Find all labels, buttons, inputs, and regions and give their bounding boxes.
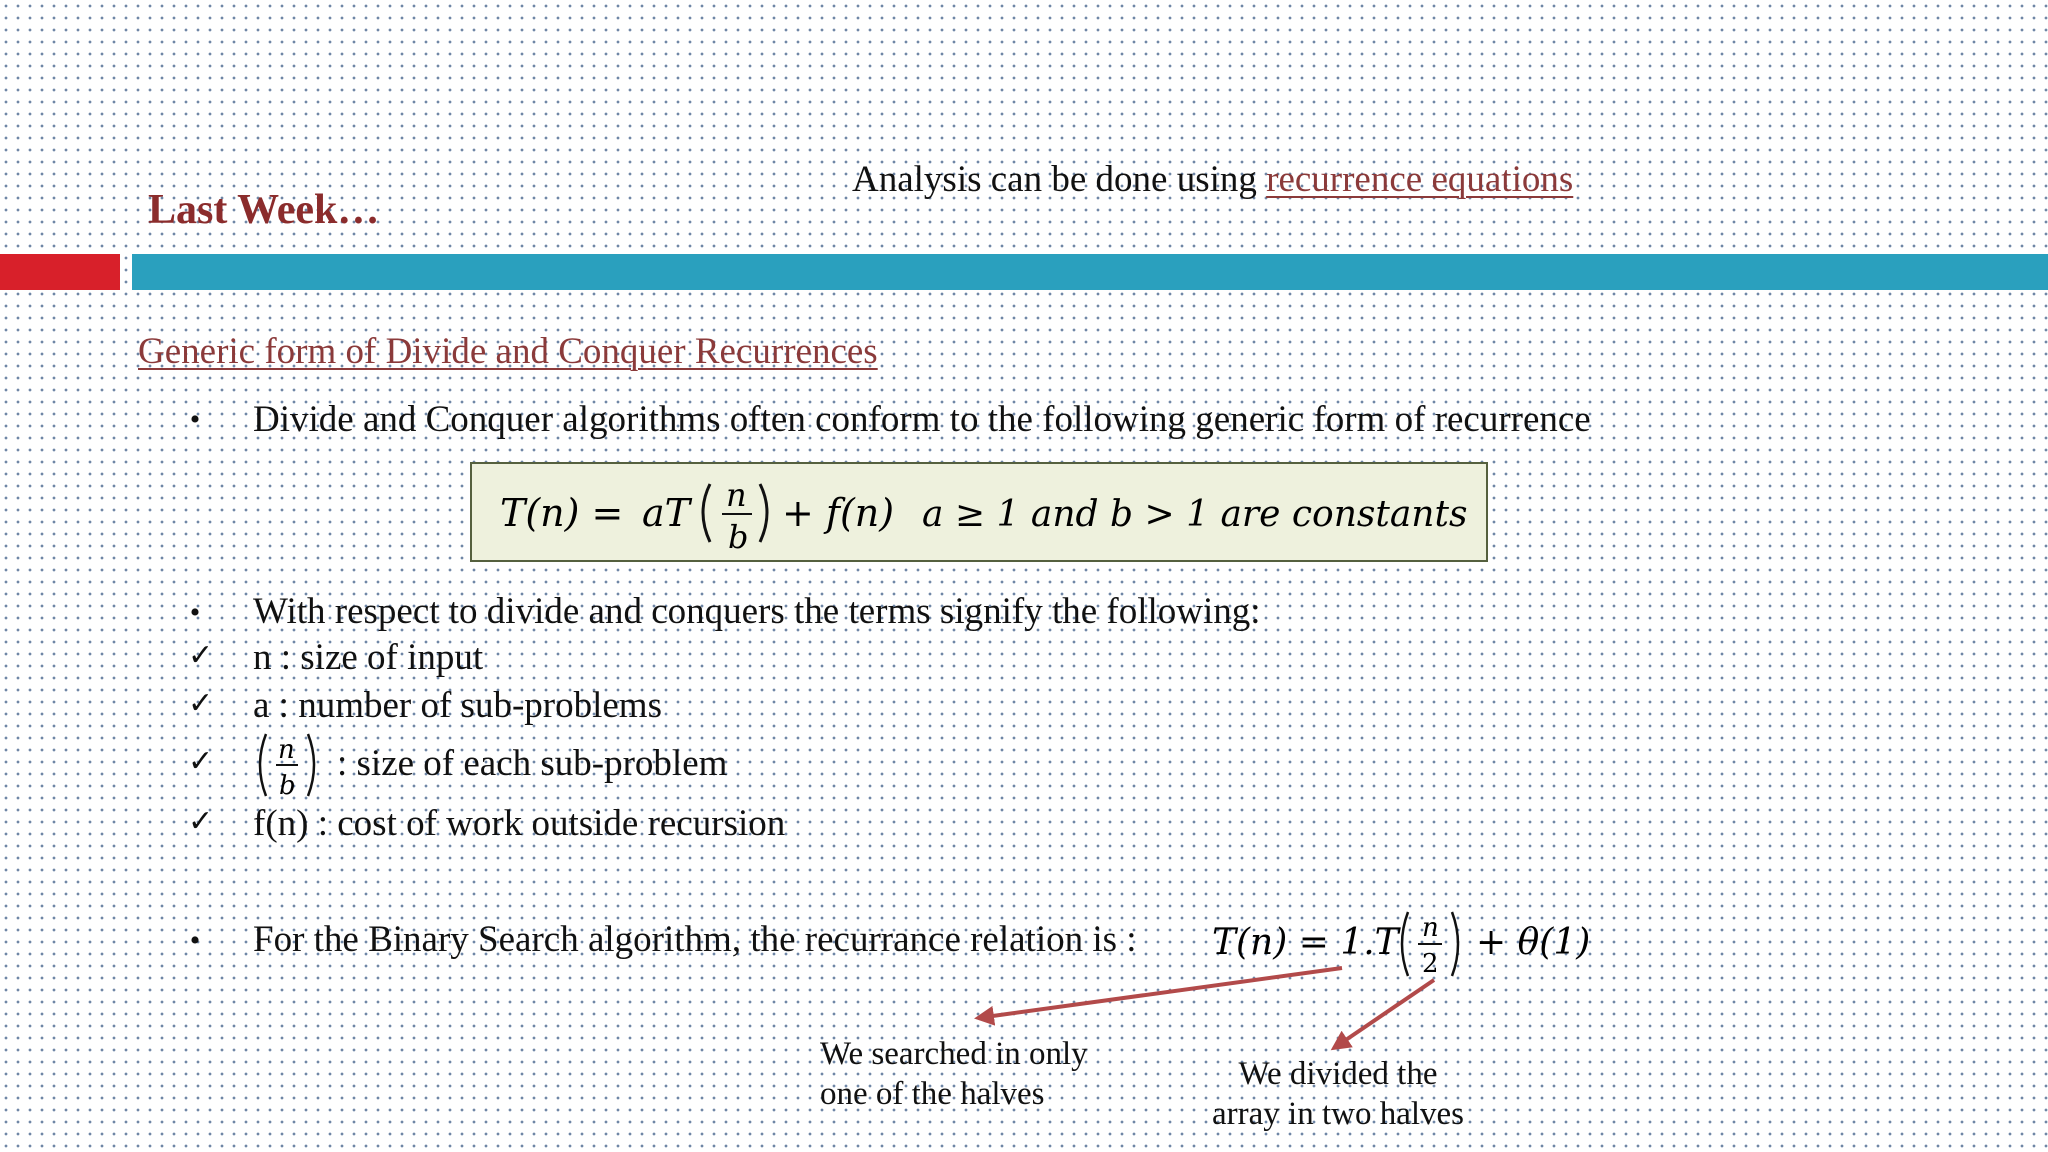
bullet-dot: • xyxy=(189,596,201,629)
arrow-to-searched-halves xyxy=(978,968,1342,1018)
binary-formula-denominator: 2 xyxy=(1422,949,1439,979)
analysis-prefix: Analysis can be done using xyxy=(852,159,1257,200)
binary-formula-rhs: + θ(1) xyxy=(1476,922,1591,963)
annotation-divided-array xyxy=(1204,1054,1472,1134)
binary-formula-numerator: n xyxy=(1422,913,1439,943)
fraction-denominator: b xyxy=(279,771,296,801)
annotation-left-line1: We searched in only xyxy=(820,1036,1088,1072)
term-a-text: a : number of sub-problems xyxy=(253,685,662,726)
fraction-numerator: n xyxy=(278,735,295,765)
bullet-intro-text: Divide and Conquer algorithms often conform to the following generic form of recurrence xyxy=(253,399,1591,440)
recurrence-equations-link[interactable]: recurrence equations xyxy=(1266,159,1574,200)
formula-plus-f: + f(n) xyxy=(782,491,895,535)
bullet-dot: • xyxy=(189,924,201,957)
bullet-terms-intro-text: With respect to divide and conquers the terms signify the following: xyxy=(253,591,1261,632)
annotation-right-line2: array in two halves xyxy=(1212,1096,1464,1132)
annotation-right-line1: We divided the xyxy=(1238,1056,1438,1092)
formula-numerator: n xyxy=(726,476,747,514)
term-fn-text: f(n) : cost of work outside recursion xyxy=(253,803,786,844)
bullet-binary-search-text: For the Binary Search algorithm, the recurrance relation is : xyxy=(253,919,1137,960)
formula-denominator: b xyxy=(728,518,749,556)
formula-constraint: a ≥ 1 and b > 1 are constants xyxy=(922,494,1468,535)
check-icon: ✓ xyxy=(188,638,214,673)
arrow-to-divided-array xyxy=(1334,980,1434,1048)
binary-formula-lhs: T(n) = 1.T xyxy=(1212,922,1399,963)
check-icon: ✓ xyxy=(188,686,214,721)
term-n-over-b-text: : size of each sub-problem xyxy=(337,743,728,784)
term-n-text: n : size of input xyxy=(253,637,484,678)
annotation-searched-halves xyxy=(820,1034,1088,1114)
slide-title: Last Week… xyxy=(148,187,380,233)
check-icon: ✓ xyxy=(188,744,214,779)
annotation-left-line2: one of the halves xyxy=(820,1076,1045,1112)
check-icon: ✓ xyxy=(188,804,214,839)
formula-aT: aT xyxy=(642,491,691,535)
bullet-dot: • xyxy=(189,403,201,436)
section-heading-link[interactable]: Generic form of Divide and Conquer Recurrences xyxy=(138,331,878,372)
formula-lhs: T(n) = xyxy=(500,491,624,535)
